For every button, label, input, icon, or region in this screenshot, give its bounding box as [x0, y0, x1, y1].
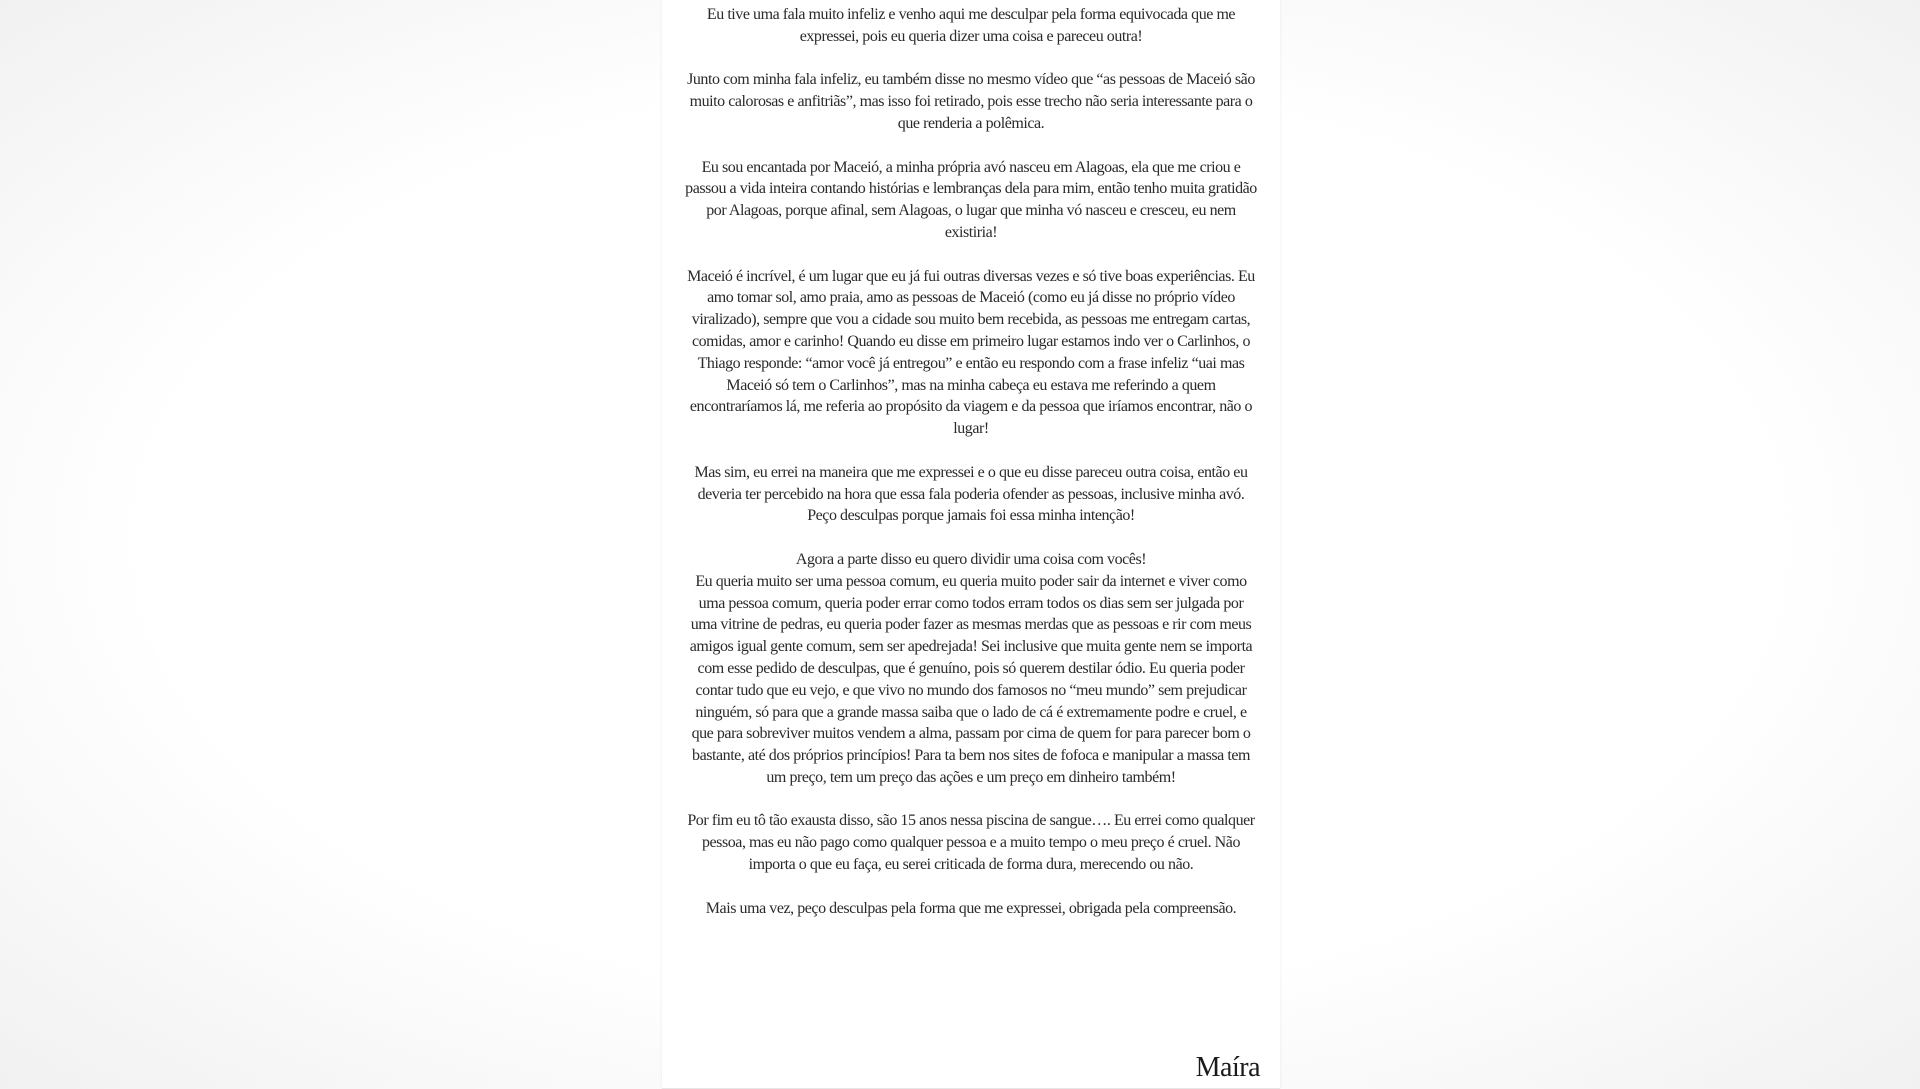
- note-body: [684, 4, 1258, 941]
- paragraph-common-person: Eu queria muito ser uma pessoa comum, eu queria muito poder sair da internet e viver como uma pessoa comum, queria poder errar como todos erram todos os dias sem ser julgada por uma vitrine de pedras, eu queria poder fazer as mesmas merdas que as pessoas e rir com meus amigos igual gente comum, sem ser apedrejada! Sei inclusive que muita gente nem se importa com esse pedido de desculpas, que é genuíno, pois só querem destilar ódio. Eu queria poder contar tudo que eu vejo, e que vivo no mundo dos famosos no “meu mundo” sem prejudicar ninguém, só para que a grande massa saiba que o lado de cá é extremamente podre e cruel, e que para sobreviver muitos vendem a alma, passam por cima de quem for para parecer bom o bastante, até dos próprios princípios! Para ta bem nos sites de fofoca e manipular a massa tem um preço, tem um preço das ações e um preço em dinheiro também!: [689, 572, 1253, 786]
- paragraph-grandmother: Eu sou encantada por Maceió, a minha própria avó nasceu em Alagoas, ela que me criou e passou a vida inteira contando histórias e lembranças dela para mim, então tenho muita gratidão por Alagoas, porque afinal, sem Alagoas, o lugar que minha vó nasceu e cresceu, eu nem existiria!: [685, 158, 1257, 241]
- signature: Maíra: [1195, 1052, 1260, 1083]
- paragraph-maceio-experience: Maceió é incrível, é um lugar que eu já fui outras diversas vezes e só tive boas experiências. Eu amo tomar sol, amo praia, amo as pessoas de Maceió (como eu já disse no próprio vídeo viralizado), sempre que vou a cidade sou muito bem recebida, as pessoas me entregam cartas, comidas, amor e carinho! Quando eu disse em primeiro lugar estamos indo ver o Carlinhos, o Thiago responde: “amor você já entregou” e então eu respondo com a frase infeliz “uai mas Maceió só tem o Carlinhos”, mas na minha cabeça eu estava me referindo a quem encontraríamos lá, me referia ao propósito da viagem e da pessoa que iríamos encontrar, não o lugar!: [687, 267, 1255, 438]
- paragraph-share-heading: Agora a parte disso eu quero dividir uma coisa com vocês!: [795, 550, 1147, 568]
- paragraph-exhaustion: Por fim eu tô tão exausta disso, são 15 anos nessa piscina de sangue…. Eu errei como qualquer pessoa, mas eu não pago como qualquer pessoa e a muito tempo o meu preço é cruel. Não importa o que eu faça, eu serei criticada de forma dura, merecendo ou não.: [687, 812, 1255, 874]
- paragraph-admission: Mas sim, eu errei na maneira que me expressei e o que eu disse pareceu outra coisa, então eu deveria ter percebido na hora que essa fala poderia ofender as pessoas, inclusive minha avó. Peço desculpas porque jamais foi essa minha intenção!: [694, 463, 1248, 525]
- paragraph-apology-intro: Eu tive uma fala muito infeliz e venho aqui me desculpar pela forma equivocada que me expressei, pois eu queria dizer uma coisa e pareceu outra!: [706, 6, 1236, 45]
- paragraph-closing: Mais uma vez, peço desculpas pela forma que me expressei, obrigada pela compreensão.: [705, 899, 1237, 917]
- paragraph-removed-quote: Junto com minha fala infeliz, eu também disse no mesmo vídeo que “as pessoas de Maceió são muito calorosas e anfitriãs”, mas isso foi retirado, pois esse trecho não seria interessante para o que renderia a polêmica.: [687, 71, 1255, 132]
- apology-note-card: [662, 0, 1280, 1089]
